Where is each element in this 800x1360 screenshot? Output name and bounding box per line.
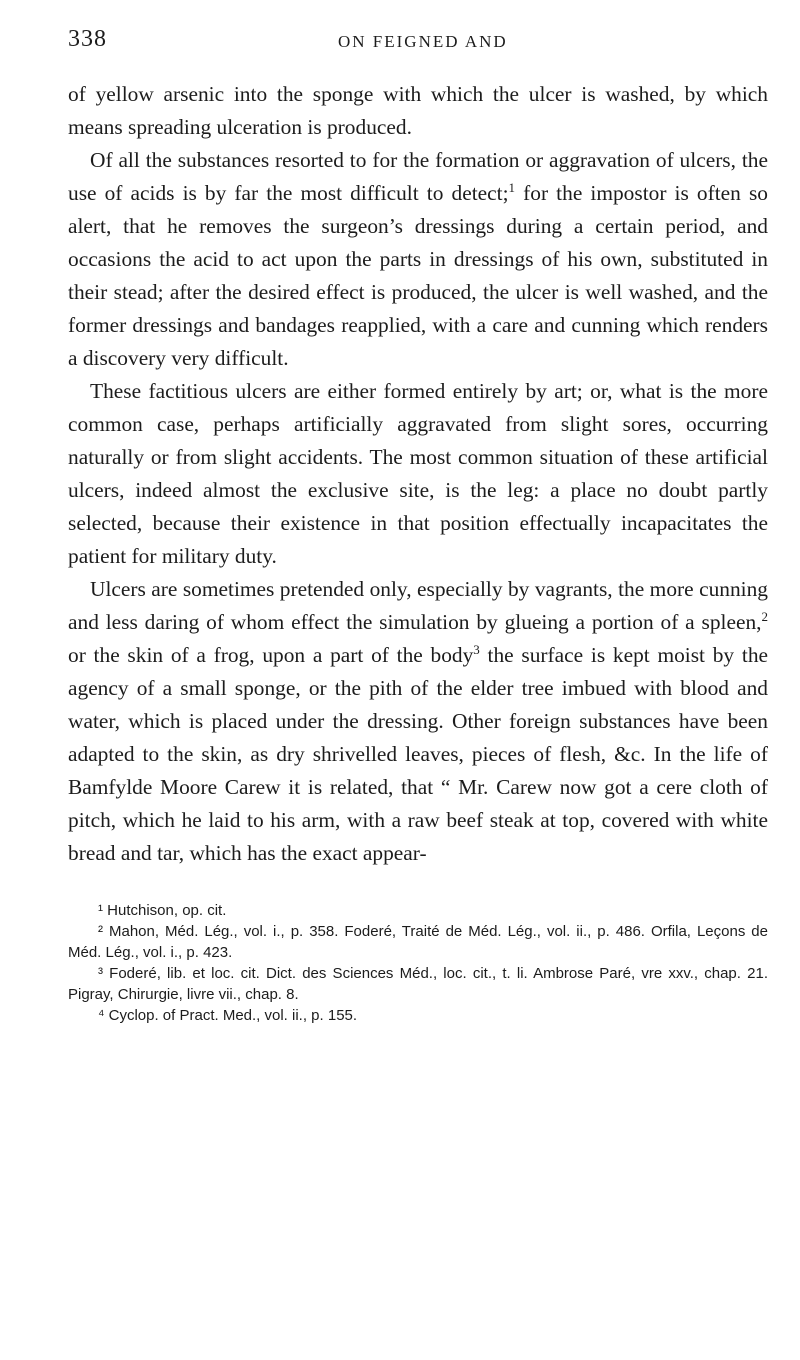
paragraph-4 <box>68 573 768 870</box>
footnote-ref-1: 1 <box>508 179 516 195</box>
body-text <box>68 78 768 870</box>
page-header <box>68 26 768 66</box>
paragraph-4-part-a: Ulcers are sometimes pretended only, especially by vagrants, the more cunning and less daring of whom effect the simulation by glueing a portion of a spleen, <box>68 577 768 634</box>
paragraph-2 <box>68 144 768 375</box>
paragraph-4-part-b: or the skin of a frog, upon a part of the body <box>68 643 474 667</box>
paragraph-4-part-c: the surface is kept moist by the agency of a small sponge, or the pith of the elder tree imbued with blood and water, which is placed under the dressing. Other foreign substances have been adapted to the skin, as dry shrivelled leaves, pieces of flesh, &c. In the life of Bamfylde Moore Carew it is related, that “ Mr. Carew now got a cere cloth of pitch, which he laid to his arm, with a raw beef steak at top, covered with white bread and tar, which has the exact appear- <box>68 643 769 865</box>
book-page <box>68 26 768 1026</box>
page-number: 338 <box>68 26 107 52</box>
footnote-1: ¹ Hutchison, op. cit. <box>98 902 227 919</box>
footnote-4: ⁴ Cyclop. of Pract. Med., vol. ii., p. 155. <box>98 1007 358 1024</box>
footnote-3: ³ Foderé, lib. et loc. cit. Dict. des Sciences Méd., loc. cit., t. li. Ambrose Paré, vre xxv., chap. 21. Pigray, Chirurgie, livre vii., chap. 8. <box>68 965 768 1003</box>
paragraph-2-part-b: for the impostor is often so alert, that he removes the surgeon’s dressings during a certain period, and occasions the acid to act upon the parts in dressings of his own, substituted in their stead; after the desired effect is produced, the ulcer is well washed, and the former dressings and bandages reapplied, with a care and cunning which renders a discovery very difficult. <box>68 181 768 370</box>
paragraph-3: These factitious ulcers are either formed entirely by art; or, what is the more common case, perhaps artificially aggravated from slight sores, occurring naturally or from slight accidents. The most common situation of these artificial ulcers, indeed almost the exclusive site, is the leg: a place no doubt partly selected, because their existence in that position effectually incapacitates the patient for military duty. <box>68 379 768 568</box>
footnotes <box>68 900 768 1026</box>
footnote-2: ² Mahon, Méd. Lég., vol. i., p. 358. Foderé, Traité de Méd. Lég., vol. ii., p. 486. Orfila, Leçons de Méd. Lég., vol. i., p. 423. <box>68 923 768 961</box>
paragraph-2-part-a: Of all the substances resorted to for the formation or aggravation of ulcers, the use of acids is by far the most difficult to detect; <box>68 148 768 205</box>
paragraph-1: of yellow arsenic into the sponge with which the ulcer is washed, by which means spreading ulceration is produced. <box>68 82 768 139</box>
running-head: ON FEIGNED AND <box>338 32 508 51</box>
footnote-ref-2: 2 <box>761 608 768 624</box>
footnote-ref-3: 3 <box>473 641 480 657</box>
